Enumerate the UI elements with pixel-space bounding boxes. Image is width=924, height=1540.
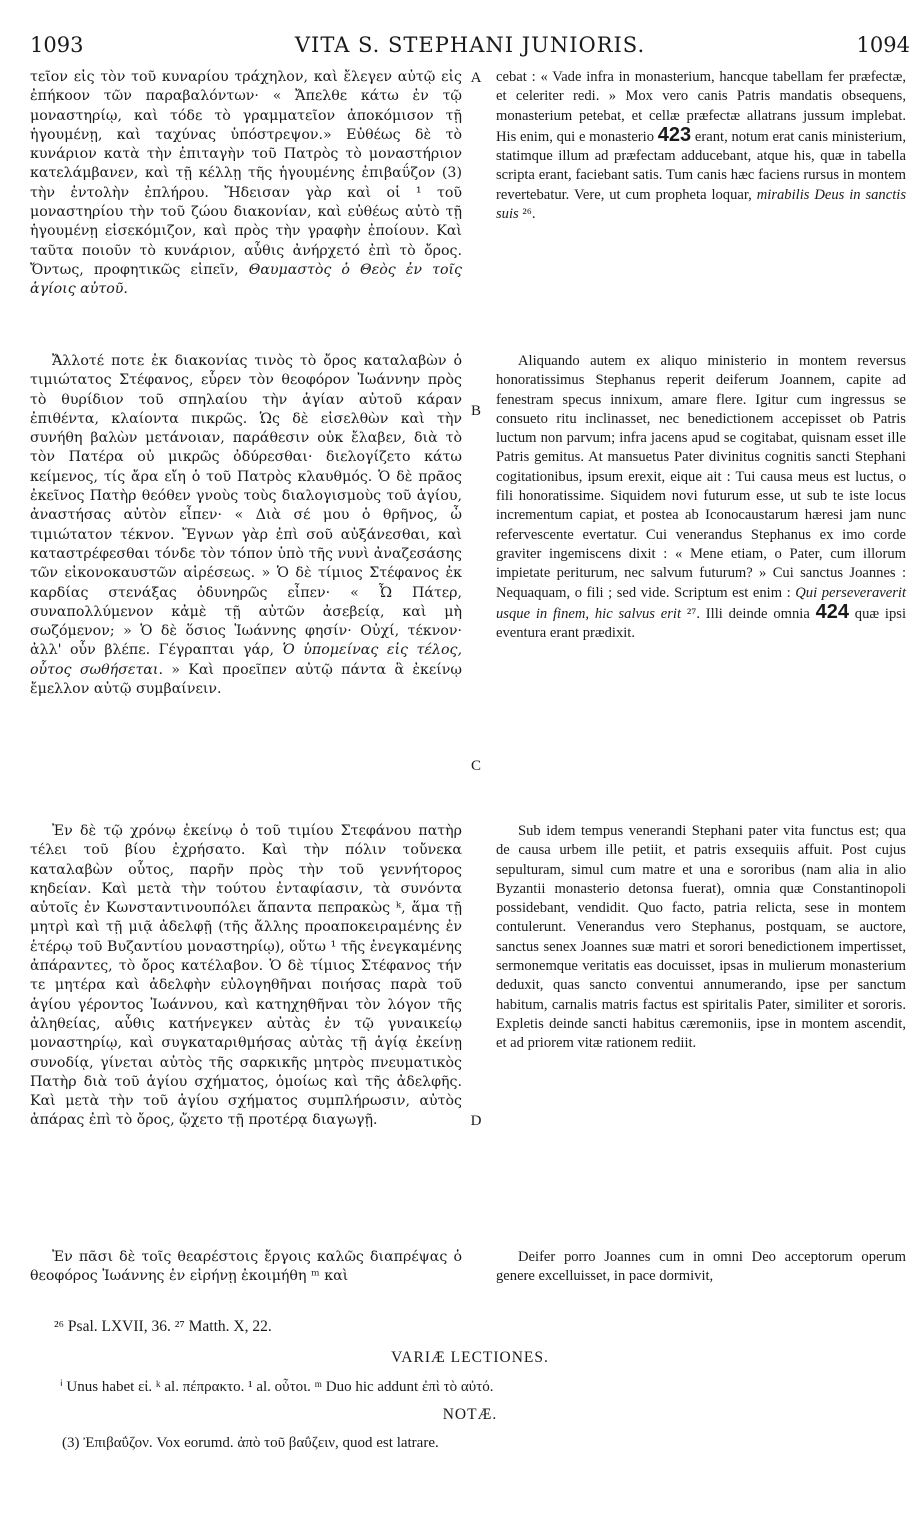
- greek-text: τεῖον εἰς τὸν τοῦ κυναρίου τράχηλον, καὶ ἔλεγεν αὐτῷ εἰς ἐπήκοον τῶν παραβαλόντων· « Ἄπελθε κάτω ἐν τῷ μοναστηρίῳ, καὶ τόδε τὸ γραμματεῖον ἀποκόμισον τῇ ἡγουμένῃ, καὶ ταχύνας ὑπόστρεψον.» Εὐθέως δὲ τὸ κυνάριον κατὰ τὴν ἐπιταγὴν τοῦ Πατρὸς τὸ μοναστήριον κατελάμβανεν, καὶ τῇ κέλλῃ τῆς ἡγουμένης ἐπιβαΰζον (3) τὴν ἐντολὴν ἐπλήρου. Ἤδεισαν γὰρ καὶ οἱ ¹ τοῦ μοναστηρίου τὴν τοῦ ζώου διακονίαν, καὶ εὐθέως αὐτὸ τῇ ἡγουμένῃ εἰσεκόμιζον, καὶ πρὸς τὴν γραφὴν ἐποίουν. Καὶ ταῦτα ποιοῦν τὸ κυνάριον, αὖθις ἀνήρχετό ἐπὶ τὸ ὄρος. Ὄντως, προφητικῶς εἰπεῖν,: [30, 69, 462, 278]
- notae-heading: NOTÆ.: [442, 1406, 498, 1423]
- greek-text: Ἐν πᾶσι δὲ τοῖς θεαρέστοις ἔργοις καλῶς διαπρέψας ὁ θεοφόρος Ἰωάννης ἐν εἰρήνῃ ἐκοιμήθη ᵐ καὶ: [30, 1249, 462, 1285]
- latin-quote: Qui perseveraverit usque in finem, hic salvus erit: [496, 584, 906, 622]
- section-marker-b: B: [470, 403, 481, 419]
- running-header: [30, 33, 910, 63]
- greek-text: Ἐν δὲ τῷ χρόνῳ ἐκείνῳ ὁ τοῦ τιμίου Στεφάνου πατὴρ τέλει τοῦ βίου ἐχρήσατο. Καὶ τὴν πόλιν τοὔνεκα καταλαβὼν οὗτος, παρῆν πρὸς τὴν τοῦ γεννήτορος κηδείαν. Καὶ μετὰ τὴν τούτου ἐνταφίασιν, τὰ συνόντα αὐτοῖς ἐν Κωνσταντινουπόλει ἅπαντα πεπρακὼς ᵏ, ἅμα τῇ μητρὶ καὶ τῇ μιᾷ ἀδελφῇ (τῆς ἄλλης προαποκειραμένης ἐν ἑτέρῳ τοῦ Βυζαντίου μοναστηρίῳ), οὕτω ¹ τῆς ἐνεγκαμένης ἀπάραντες, τὸ ὄρος κατέλαβον. Ὁ δὲ τίμιος Στέφανος τήν τε μητέρα καὶ ἀδελφὴν εὐλογηθῆναι ποιήσας παρὰ τοῦ ἁγίου γέροντος Ἰωάννου, καὶ κατηχηθῆναι τὸν λόγον τῆς ἀληθείας, αὖθις κατήνεγκεν αὐτὰς ἐν τῷ γυναικείῳ μοναστηρίῳ, καὶ συγκαταριθμήσας αὐτὰς τῇ ἁγίᾳ ἐκείνῃ συνοδίᾳ, γίνεται αὐτὸς τῆς σαρκικῆς μητρὸς πνευματικὸς Πατὴρ διὰ τοῦ ἁγίου σχήματος, ὁμοίως καὶ τῆς ἀδελφῆς. Καὶ μετὰ τὴν τοῦ ἁγίου σχήματος συμπλήρωσιν, αὐτὸς ἀπάρας ἐπὶ τὸ ὄρος, ᾤχετο τῇ προτέρᾳ διαγωγῇ.: [30, 823, 462, 1129]
- section-marker-c: C: [470, 758, 481, 774]
- latin-text: Aliquando autem ex aliquo ministerio in montem reversus honoratissimus Stephanus reperit deiferum Joannem, capite ad fenestram specus innixum, amare flere. Igitur cum ingressus se consueto ritu inclinasset, nec benedictionem accepisset ob Patris luctum non parvum; infra jacens apud se cogitabat, quisnam esset ille Patris gemitus. At mansuetus Pater divinitus cognitis sancti Stephani cogitationibus, ipsum erexit, eique ait : Tui causa meus est luctus, o fili honoratissime. Siquidem novi futurum esse, ut sub te iste locus incrementum capiat, et postea ab Iconocaustarum hæresi jam nunc refervescente evertatur. Cui venerandus Stephanus ex imo corde graviter ingemiscens dixit : « Mene etiam, o Pater, cum illorum impietate periturum, nec salvum futurum? » Cui sanctus Joannes : Nequaquam, o fili ; sed vide. Scriptum est enim :: [496, 353, 906, 601]
- greek-quote: Θαυμαστὸς ὁ Θεὸς ἐν τοῖς ἁγίοις αὐτοῦ.: [30, 261, 463, 298]
- notae-text: (3) Ἐπιβαΰζον. Vox eorumd. ἀπὸ τοῦ βαΰζειν, quod est latrare.: [62, 1435, 439, 1451]
- latin-text: erant, notum erat canis ministerium, statimque illum ad præfectam adducebant, atque his, quæ in tabella scripta erant, faciebant satis. Tum canis hæc faciens rursus in montem revertebatur. Vere, ut cum propheta loquar,: [496, 128, 907, 203]
- latin-text: quæ ipsi eventura erant prædixit.: [496, 605, 907, 642]
- running-title: VITA S. STEPHANI JUNIORIS.: [294, 33, 646, 57]
- footnote-ref: ²⁶.: [522, 206, 536, 223]
- latin-paragraph-4: [496, 1248, 906, 1287]
- greek-paragraph-1: [30, 68, 462, 300]
- latin-paragraph-2: [496, 352, 906, 643]
- latin-text: cebat : « Vade infra in monasterium, hancque tabellam fer præfectæ, et celeriter redi. » Mox vero canis Patris mandatis obsequens, monasterium petebat, et cellæ præfectæ allatrans jussum implebat. His enim, qui e monasterio: [496, 69, 906, 145]
- margin-number: 424: [815, 600, 849, 623]
- latin-paragraph-3: [496, 822, 906, 1054]
- latin-paragraph-1: [496, 68, 906, 224]
- greek-paragraph-4: [30, 1248, 462, 1287]
- latin-text: Sub idem tempus venerandi Stephani pater vita functus est; qua de causa urbem ille petiit, et patris exsequiis affuit. Post cujus sepulturam, simul cum matre et una e sororibus (nam alia in alio Byzantii monasterio detonsa fuerat), omnia quæ Constantinopoli possidebant, vendidit. Quo facto, patria relicta, sese in montem contulerunt. Venerandus vero Stephanus, postquam, se auctore, sanctus senex Joannes suæ matri et sorori benedictionem impertisset, sermonemque veritatis eas docuisset, ipsas in mulierum monasterium deduxit, quas sancto conventui annumerando, ipse per sanctum habitum, carnalis matris factus est spiritalis Pater, similiter et sororis. Expletis deinde sancti habitus cæremoniis, ipse in montem ascendit, et ad priorem vitæ rationem rediit.: [496, 823, 906, 1052]
- latin-text: Deifer porro Joannes cum in omni Deo acceptorum operum genere excelluisset, in pace dormivit,: [496, 1249, 906, 1285]
- scripture-references: ²⁶ Psal. LXVII, 36. ²⁷ Matth. X, 22.: [54, 1318, 272, 1335]
- section-marker-a: A: [470, 70, 482, 86]
- footnote-ref: ²⁷.: [686, 605, 700, 622]
- variae-lectiones-text: ⁱ Unus habet εἰ. ᵏ al. πέπρακτο. ¹ al. οὗτοι. ᵐ Duo hic addunt ἐπὶ τὸ αὐτό.: [60, 1379, 494, 1395]
- variae-lectiones-heading: VARIÆ LECTIONES.: [391, 1349, 549, 1366]
- margin-number: 423: [657, 123, 692, 146]
- section-marker-d: D: [470, 1113, 482, 1129]
- latin-text: Illi deinde omnia: [705, 605, 810, 622]
- greek-text: Ἄλλοτέ ποτε ἐκ διακονίας τινὸς τὸ ὄρος καταλαβὼν ὁ τιμιώτατος Στέφανος, εὗρεν τὸν θεοφόρον Ἰωάννην πρὸς τὸ θυρίδιον τοῦ σπηλαίου τὴν ἁγίαν αὐτοῦ κάραν ἐπιθέντα, κλαίοντα πικρῶς. Ὡς δὲ εἰσελθὼν καὶ τὴν συνήθη βαλὼν μετάνοιαν, παράθεσιν οὐκ ἔλαβεν, διὰ τὸ τὸν Πατέρα οὐ μικρῶς ὀδύρεσθαι· διελογίζετο κάτω κείμενος, τίς ἄρα εἴη ὁ τοῦ Πατρὸς κλαυθμός. Ὁ δὲ πρᾶος ἐκεῖνος Πατὴρ θεόθεν γνοὺς τοὺς διαλογισμοὺς τοῦ ἁγίου, ἀναστήσας αὐτὸν εἶπεν· « Διὰ σέ μου ὁ θρῆνος, ὦ τιμιώτατον τέκνον. Ἔγνων γὰρ ἐπὶ σοῦ αὐξάνεσθαι, καὶ καταστρέφεσθαι τόνδε τὸν τόπον ὑπὸ τῆς νυνὶ ἀναζεσάσης τῶν εἰκονοκαυστῶν αἱρέσεως. » Ὁ δὲ τίμιος Στέφανος ἐκ καρδίας στενάξας ὀδυνηρῶς εἶπεν· « Ὦ Πάτερ, συναπολλύμενον κἀμὲ τῇ αὐτῶν ἀσεβείᾳ, καὶ μὴ σωζόμενον; » Ὁ δὲ ὅσιος Ἰωάννης φησίν· Οὐχί, τέκνον· ἀλλ' οὖν βλέπε. Γέγραπται γάρ,: [30, 353, 462, 659]
- greek-paragraph-2: [30, 352, 462, 699]
- page-number-right: 1094: [856, 33, 910, 57]
- greek-quote: Ὁ ὑπομείνας εἰς τέλος, οὗτος σωθήσεται.: [30, 642, 462, 678]
- greek-paragraph-3: [30, 822, 462, 1131]
- greek-text: » Καὶ προεῖπεν αὐτῷ πάντα ἃ ἐκείνῳ ἔμελλον αὐτῷ συμβαίνειν.: [30, 661, 463, 698]
- page-number-left: 1093: [30, 33, 84, 57]
- latin-quote: mirabilis Deus in sanctis suis: [496, 186, 906, 223]
